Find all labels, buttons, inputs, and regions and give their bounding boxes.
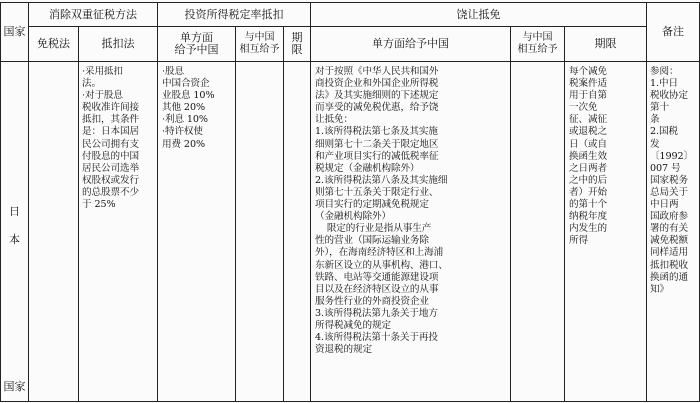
footer-country-label: 国家: [3, 380, 26, 393]
header-remarks: 备注: [662, 25, 684, 38]
col-line-credit: [157, 2, 158, 402]
col-line-unilateral-a: [235, 26, 236, 402]
header-period-b: 期限: [594, 37, 617, 50]
header-credit-method: 抵扣法: [101, 37, 135, 50]
col-line-period-a: [310, 2, 311, 402]
header-unilateral-b: 单方面给予中国: [372, 37, 449, 50]
exemption-method-value: [31, 66, 77, 396]
table-bottom-border: [0, 401, 700, 402]
col-line-mutual-b: [564, 26, 565, 402]
header-body-separator: [0, 61, 700, 62]
header-withholding-credit: 投资所得税定率抵扣: [184, 7, 284, 21]
remarks-text: 参阅： 1.中日 税收协定 第十 条 2.国税 发〔1992〕 007 号 国家税务 总局关于 中日两 国政府参 署的有关 减免税额 同样适用 抵扣税收 换函的通 知》: [650, 66, 694, 295]
col-line-exemption: [78, 26, 79, 402]
period-b-text: 每个减免 税案件适 用于自第 一次免 征、减征 或退税之 日（或自 换函生效 之日两者 之中的后 者）开始 的第十个 纳税年度 内发生的 所得: [569, 66, 607, 247]
header-unilateral-a: 单方面 给予中国: [174, 31, 219, 56]
period-a-value: [286, 66, 309, 396]
mutual-a-value: [238, 66, 282, 396]
col-line-period-b: [646, 2, 647, 402]
tax-sparing-provisions-text: 对于按照《中华人民共和国外 商投资企业和外国企业所得税 法》及其实施细则的下述规定 而享受的减免税优惠，给予饶 让抵免： 1.该所得税法第七条及其实施 细则第七十二条关于限定地区 和产业项目实行的减低税率征 税规定（金融机构除外） 2.该所得税法第八条及其实施细 则第七十五条关于限定行业、 项目实行的定期减免税规定 （金融机构除外） 限定的行业是指从事生产 性的营业（国际运输业务除 外），在海南经济特区和上海浦 东新区设立的从事机构、港口、 铁路、电站等交通能源建设项 目以及在经济特区设立的从事 服务性行业的外商投资企业 3.该所得税法第九条关于地方 所得税减免的规定 4.该所得税法第十条关于再投 资退税的规定: [315, 66, 448, 356]
header-mutual-a: 与中国 相互给予: [239, 32, 280, 55]
header-country: 国家: [3, 25, 26, 38]
header-tax-sparing: 饶让抵免: [456, 7, 501, 21]
col-line-unilateral-b: [510, 26, 511, 402]
credit-method-text: ·采用抵扣 法。 ·对于股息 税收准许间接 抵扣，其条件 是：日本国居 民公司拥有支 付股息的中国 居民公司选举 权股权或发行 的总股票不少 于 25%: [82, 66, 139, 211]
mutual-b-value: [513, 66, 563, 396]
header-dual-tax-methods: 消除双重征税方法: [49, 7, 137, 21]
country-japan: 日 本: [9, 205, 20, 246]
header-exemption-method: 免税法: [37, 37, 70, 50]
col-line-mutual-a: [283, 26, 284, 402]
header-period-a: 期 限: [291, 31, 303, 56]
table-left-border: [0, 2, 1, 402]
unilateral-rates-text: ·股息 中国合资企 业股息 10% 其他 20% ·利息 10% ·特许权使 用费 20%: [162, 66, 215, 150]
header-mutual-b: 与中国 相互给予: [517, 32, 558, 55]
col-line-country: [28, 2, 29, 402]
